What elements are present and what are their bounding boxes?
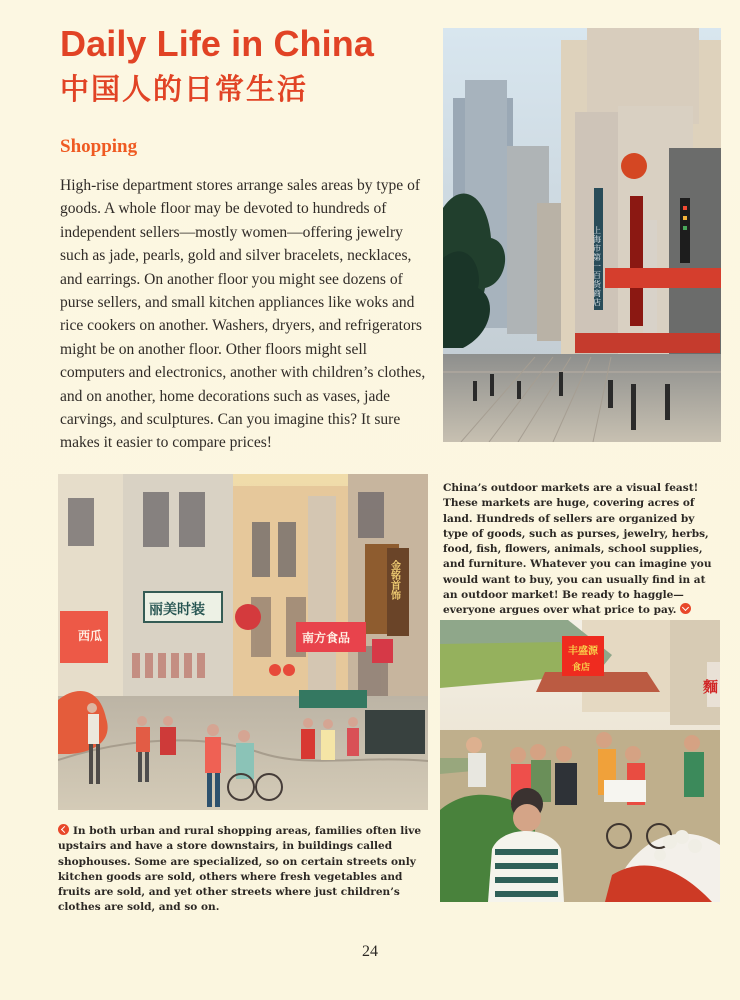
shophouse-caption-text: In both urban and rural shopping areas, families often live upstairs and have a store downstairs, in buildings called shophouses. Some are specialized, so on certain streets only kitchen goods are sold, others where fresh vegetables and fruits are sold, and yet other streets where just children’s clothes are sold, and so on. [58,825,422,914]
shanghai-street-photo-art [443,28,721,442]
shophouse-street-art [58,474,428,810]
market-shop-sign-sub: 食店 [572,663,591,673]
southern-food-shop-sign: 南方食品 [302,631,351,645]
noodle-shop-sign: 麵 [703,678,719,696]
shanghai-street-photo [443,28,721,442]
jewelry-vertical-sign: 金铭首饰 [388,560,400,600]
department-store-vertical-sign: 上海市第一百货商店 [592,226,602,307]
market-shop-sign: 丰盛源 [568,646,598,657]
page-title-english: Daily Life in China [60,23,374,64]
shophouse-street-illustration [58,474,428,810]
shopping-body-text: High-rise department stores arrange sales areas by type of goods. A whole floor may be devoted to hundreds of independent sellers—mostly women—offering jewelry such as jade, pearls, gold and silver bracelets, necklaces, and earrings. On another floor you might see dozens of purse sellers, and small kitchen appliances like woks and rice cookers on another. Washers, dryers, and refrigerators might be on another floor. Other floors might sell computers and electronics, another with children’s clothes, and on another, home decorations such as vases, jade carvings, and sculptures. Can you imagine this? It sure makes it easier to compare prices! [60,177,426,452]
shopping-heading: Shopping [60,136,138,157]
outdoor-market-caption [443,481,719,619]
outdoor-market-illustration [440,620,720,902]
outdoor-market-caption-text: China’s outdoor markets are a visual feast! These markets are huge, covering acres of land. Hundreds of sellers are organized by type of goods, such as purses, jewelry, herbs, food, fish, flowers, animals, school supplies, and furniture. Whatever you can imagine you would want to buy, you can usually find in at an outdoor market! Be ready to haggle—everyone argues over what price to pay. [443,482,712,617]
page-number: 24 [362,943,378,960]
outdoor-market-art [440,620,720,902]
page-title-chinese: 中国人的日常生活 [60,72,309,106]
down-arrow-icon [680,603,691,614]
watermelon-shop-sign: 西瓜 [78,629,103,643]
left-arrow-icon [58,824,69,835]
fashion-shop-sign: 丽美时装 [149,602,205,618]
shophouse-caption [58,824,428,916]
